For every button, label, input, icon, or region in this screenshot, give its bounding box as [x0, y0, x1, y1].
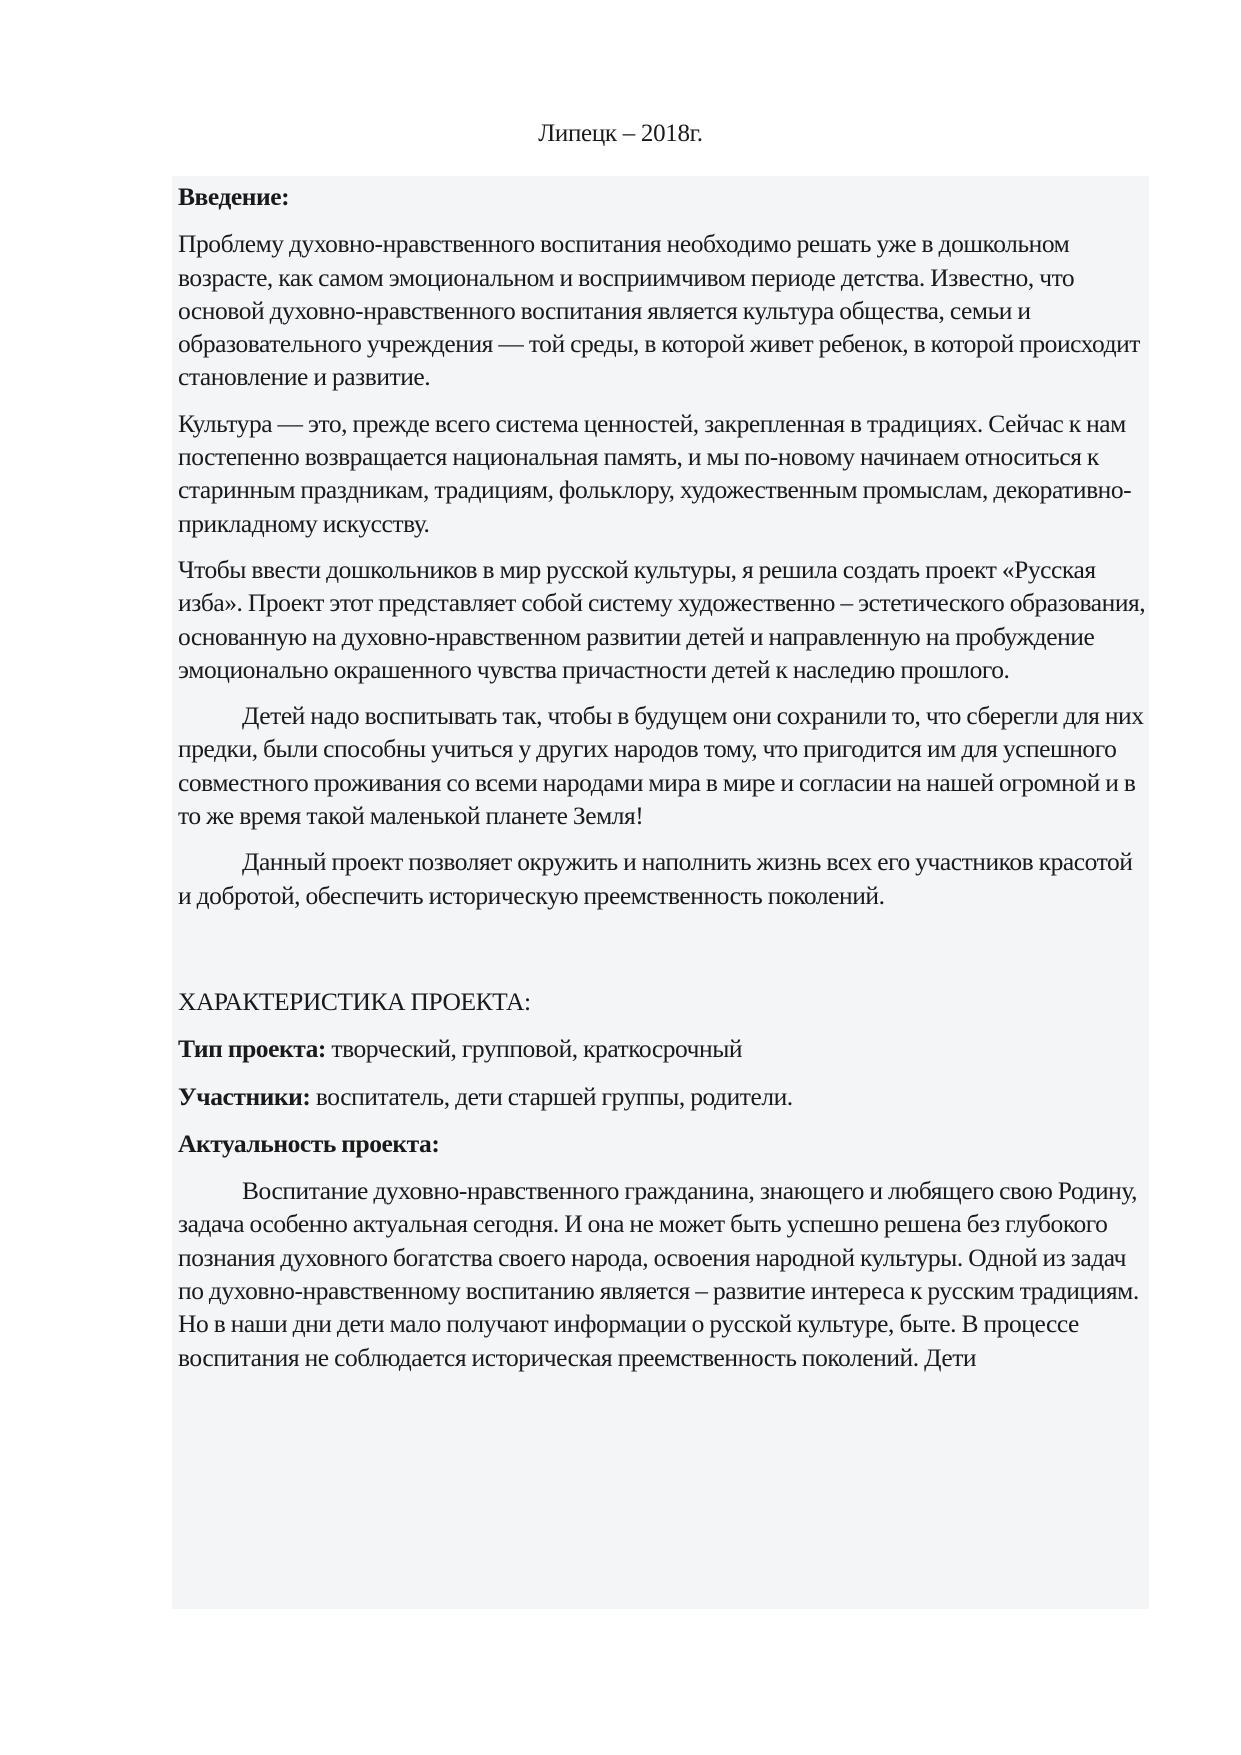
- participants-label: Участники:: [178, 1081, 311, 1111]
- section-spacer: [178, 925, 1150, 985]
- project-type-line: [178, 1032, 1150, 1065]
- page-title: Липецк – 2018г.: [538, 120, 703, 147]
- intro-paragraph-3: Чтобы ввести дошкольников в мир русской культуры, я решила создать проект «Русская изба». Проект этот представляет собой систему художественно – эстетического образования, основанную на духовно-нравственном развитии детей и направленную на пробуждение эмоционально окрашенного чувства причастности детей к наследию прошлого.: [178, 554, 1146, 684]
- project-type-value: творческий, групповой, краткосрочный: [325, 1034, 743, 1064]
- characteristics-heading: ХАРАКТЕРИСТИКА ПРОЕКТА:: [178, 986, 531, 1016]
- intro-paragraph-5: Данный проект позволяет окружить и наполнить жизнь всех его участников красотой и добротой, обеспечить историческую преемственность поколений.: [178, 847, 1133, 910]
- relevance-heading: [178, 1127, 1150, 1160]
- project-type-label: Тип проекта:: [178, 1034, 326, 1064]
- document-body: [178, 180, 1150, 1387]
- relevance-paragraph: Воспитание духовно-нравственного гражданина, знающего и любящего свою Родину, задача особенно актуальная сегодня. И она не может быть успешно решена без глубокого познания духовного богатства своего народа, освоения народной культуры. Одной из задач по духовно-нравственному воспитанию является – развитие интереса к русским традициям. Но в наши дни дети мало получают информации о русской культуре, быте. В процессе воспитания не соблюдается историческая преемственность поколений. Дети: [178, 1176, 1139, 1372]
- participants-value: воспитатель, дети старшей группы, родители.: [310, 1081, 793, 1111]
- intro-heading: Введение:: [178, 182, 290, 211]
- intro-paragraph-1: Проблему духовно-нравственного воспитания необходимо решать уже в дошкольном возрасте, как самом эмоциональном и восприимчивом периоде детства. Известно, что основой духовно-нравственного воспитания является культура общества, семьи и образовательного учреждения — той среды, в которой живет ребенок, в которой происходит становление и развитие.: [178, 229, 1140, 392]
- relevance-label: Актуальность проекта:: [178, 1128, 440, 1158]
- participants-line: [178, 1080, 1150, 1113]
- intro-paragraph-2: Культура — это, прежде всего система ценностей, закрепленная в традициях. Сейчас к нам постепенно возвращается национальная память, и мы по-новому начинаем относиться к старинным праздникам, традициям, фольклору, художественным промыслам, декоративно-прикладному искусству.: [178, 408, 1132, 538]
- intro-paragraph-4: Детей надо воспитывать так, чтобы в будущем они сохранили то, что сберегли для них предки, были способны учиться у других народов тому, что пригодится им для успешного совместного проживания со всеми народами мира в мире и согласии на нашей огромной и в то же время такой маленькой планете Земля!: [178, 701, 1144, 831]
